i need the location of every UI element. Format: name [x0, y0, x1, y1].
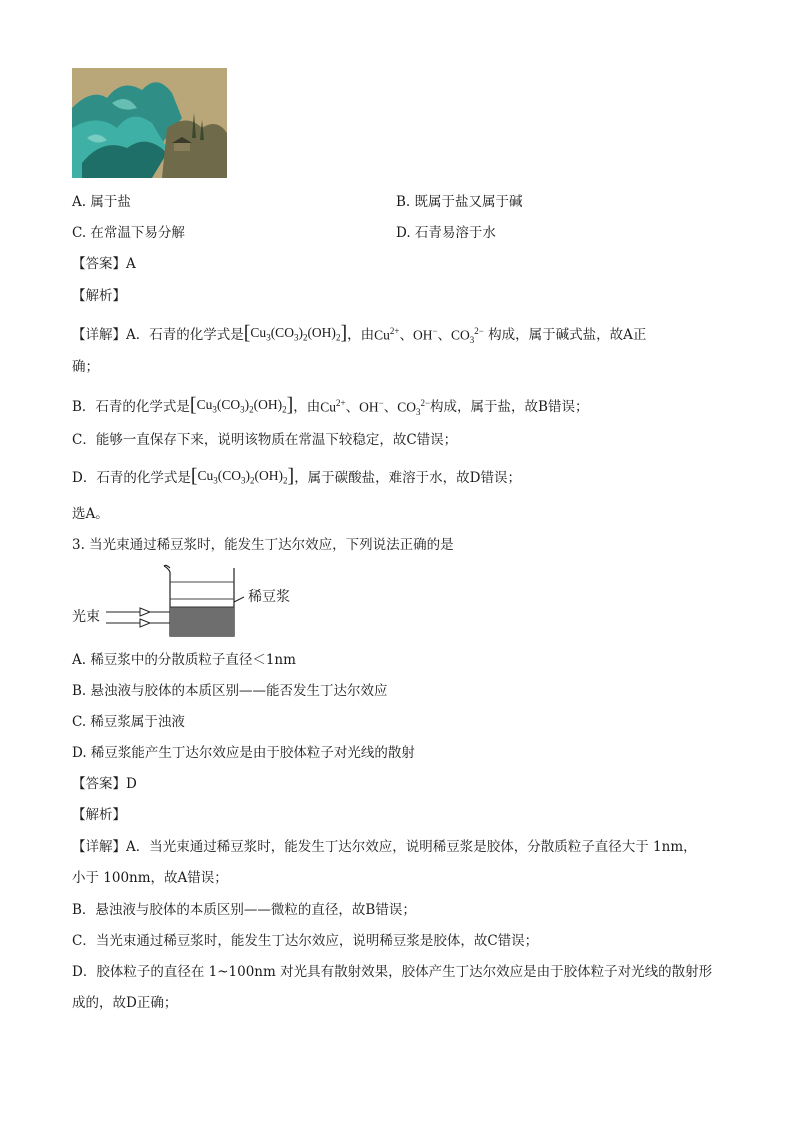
q3-detail-d: D．胶体粒子的直径在 1~100nm 对光具有散射效果，胶体产生丁达尔效应是由于胶体粒子对光线的散射形 [72, 964, 713, 980]
q3-detail-a-cont: 小于 100nm，故A错误； [72, 870, 228, 886]
q2-detail-a-cont: 确； [72, 359, 99, 375]
ion-list: $Cu^{2+}$、OH−、$CO_3^{2-}$ [374, 326, 484, 346]
detail-a-prefix: 【详解】A．石青的化学式是 [72, 327, 244, 344]
tyndall-beaker-figure [72, 562, 322, 642]
q2-detail-d: D．石青的化学式是$[Cu_3(CO_3)_2(OH)_2]$，属于碳酸盐，难溶于水，故D错误； [72, 467, 521, 490]
q2-detail-c: C．能够一直保存下来，说明该物质在常温下较稳定，故C错误； [72, 432, 458, 448]
ion-list: $Cu^{2+}$、OH−、$CO_3^{2-}$ [320, 398, 431, 418]
q2-conclusion: 选A。 [72, 506, 109, 522]
figure-label-light-beam: 光束 [72, 609, 100, 625]
q2-detail-b: B．石青的化学式是$[Cu_3(CO_3)_2(OH)_2]$，由$Cu^{2+}$、OH−、$CO_3^{2-}$构成，属于盐，故B错误； [72, 394, 588, 421]
landscape-painting-image [72, 68, 227, 178]
q2-option-b: B. 既属于盐又属于碱 [396, 194, 523, 210]
detail-a-suffix: 构成，属于碱式盐，故A正 [488, 327, 647, 344]
detail-a-mid: ，由 [347, 327, 375, 344]
q2-analysis-heading: 【解析】 [72, 288, 126, 304]
q3-detail-d-cont: 成的，故D正确； [72, 995, 178, 1011]
q2-detail-a [72, 322, 646, 349]
q3-detail-b: B．悬浊液与胶体的本质区别——微粒的直径，故B错误； [72, 902, 416, 918]
q2-option-d: D. 石青易溶于水 [396, 225, 496, 241]
q3-answer: 【答案】D [72, 776, 137, 792]
q3-detail-c: C．当光束通过稀豆浆时，能发生丁达尔效应，说明稀豆浆是胶体，故C错误； [72, 933, 539, 949]
q2-option-a: A. 属于盐 [72, 194, 131, 210]
q3-option-a: A. 稀豆浆中的分散质粒子直径＜1nm [72, 652, 296, 668]
q3-option-d: D. 稀豆浆能产生丁达尔效应是由于胶体粒子对光线的散射 [72, 745, 415, 761]
q3-option-c: C. 稀豆浆属于浊液 [72, 714, 185, 730]
q3-question: 3. 当光束通过稀豆浆时，能发生丁达尔效应，下列说法正确的是 [72, 537, 454, 553]
q3-detail-a: 【详解】A．当光束通过稀豆浆时，能发生丁达尔效应，说明稀豆浆是胶体，分散质粒子直径大于 1nm， [72, 839, 697, 855]
q3-analysis-heading: 【解析】 [72, 807, 126, 823]
azurite-formula: $[Cu_3(CO_3)_2(OH)_2]$ [190, 465, 295, 487]
azurite-formula: $[Cu_3(CO_3)_2(OH)_2]$ [189, 394, 294, 417]
q2-option-c: C. 在常温下易分解 [72, 225, 185, 241]
q2-answer: 【答案】A [72, 256, 136, 272]
azurite-formula: $[Cu_3(CO_3)_2(OH)_2]$ [243, 322, 348, 345]
figure-label-soy-milk: 稀豆浆 [248, 589, 290, 605]
painting-graphic [72, 68, 227, 178]
q3-option-b: B. 悬浊液与胶体的本质区别——能否发生丁达尔效应 [72, 683, 388, 699]
